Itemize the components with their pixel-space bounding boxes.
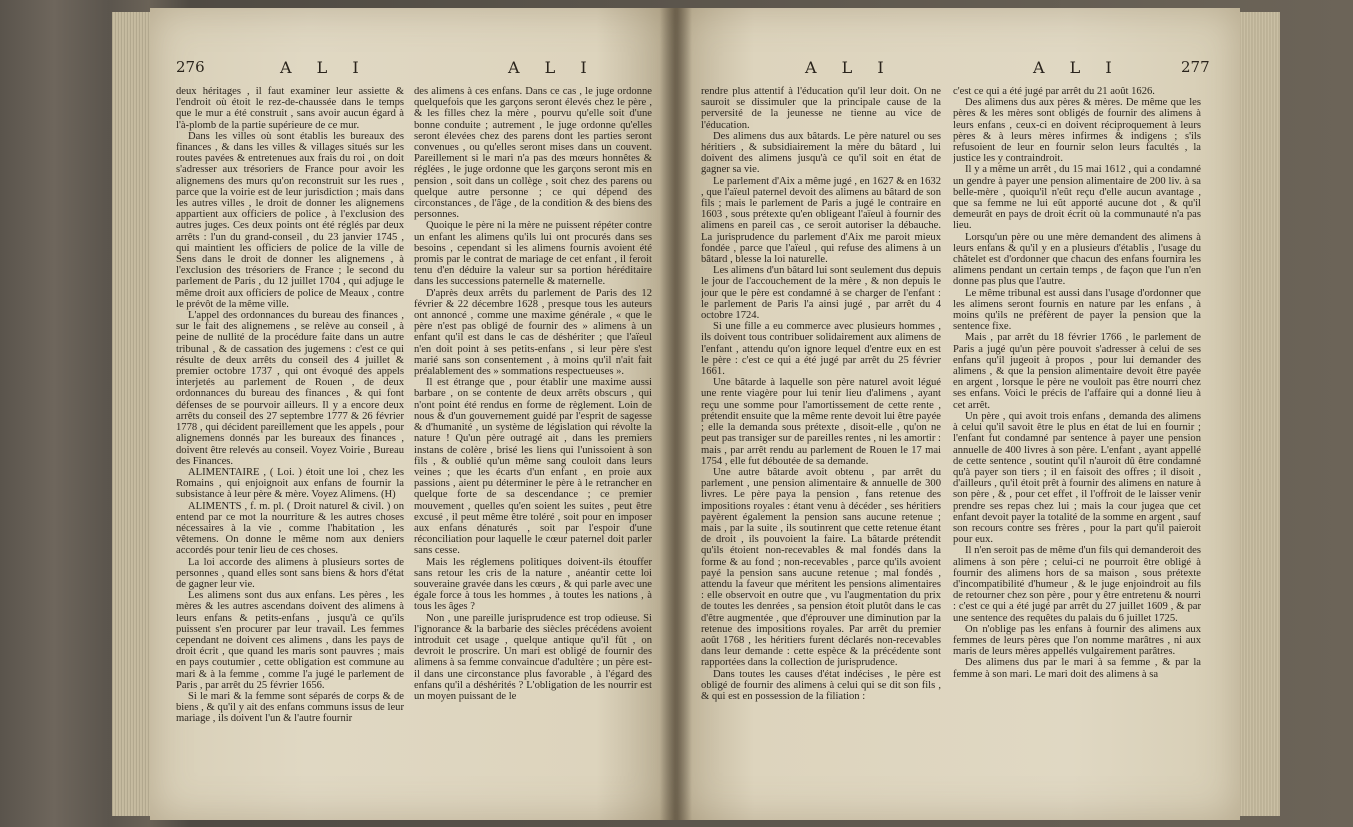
paragraph: Mais , par arrêt du 18 février 1766 , le parlement de Paris a jugé qu'un père pouvoit s'adresser à celui de ses enfans qu'il jugeoit à propos , pour lui demander des alimens , & que la pension alimentaire devoit être payée en argent , lorsque le père ne vouloit pas être nourri chez ses enfans. Voici le précis de l'affaire qui a donné lieu à cet arrêt. (953, 332, 1201, 411)
paragraph: Dans toutes les causes d'état indécises , le père est obligé de fournir des alimens à celui qui se dit son fils , & qui est en possession de la filiation : (701, 668, 941, 702)
right-page-column-2 (953, 86, 1201, 812)
paragraph: Les alimens sont dus aux enfans. Les pères , les mères & les autres ascendans doivent des alimens à leurs enfans & petits-enfans , jusqu'à ce qu'ils puissent s'en procurer par leur travail. Les femmes cependant ne doivent ces alimens , dans les pays de droit écrit , que quand les maris sont pauvres ; mais en pays coutumier , cette obligation est commune au mari & à la femme , comme l'a jugé le parlement de Paris , par arrêt du 25 février 1656. (176, 590, 404, 691)
right-page-number: 277 (1181, 58, 1210, 76)
left-page-column-2 (414, 86, 652, 812)
paragraph: des alimens à ces enfans. Dans ce cas , le juge ordonne quelquefois que les garçons seront élevés chez le père , & les filles chez la mère , pourvu qu'elle soit d'une bonne conduite ; autrement , le juge ordonne qu'elles seront élevées chez des parens dont les parties seront convenues , ou qu'elles seront mises dans un couvent. Pareillement si le mari n'a pas des mœurs honnêtes & réglées , le juge ordonne que les garçons seront mis en pension , soit dans un collège , soit chez des parens ou quelque autre personne ; ce qui dépend des circonstances , de l'âge , de la condition & des biens des personnes. (414, 86, 652, 221)
paragraph: Dans les villes où sont établis les bureaux des finances , & dans les villes & villages situés sur les routes pavées & entretenues aux frais du roi , on doit s'adresser aux trésoriers de France pour avoir les alignemens des murs qu'on reconstruit sur les rues , parce que la voirie est de leur jurisdiction ; mais dans les autres villes , le droit de donner les alignemens appartient aux officiers de police , à l'exclusion des autres juges. Ces deux points ont été réglés par deux arrêts : l'un du grand-conseil , du 23 janvier 1745 , qui maintient les officiers de police de la ville de Sens dans le droit de donner les alignemens , à l'exclusion des trésoriers de France ; le second du parlement de Paris , du 12 juillet 1704 , qui adjuge le même droit aux officiers de police de Meaux , contre le prévôt de la même ville. (176, 130, 404, 310)
paragraph: Si le mari & la femme sont séparés de corps & de biens , & qu'il y ait des enfans communs issus de leur mariage , ils doivent l'un & l'autre fournir (176, 690, 404, 725)
left-page-column-1 (176, 86, 404, 812)
paragraph: Une autre bâtarde avoit obtenu , par arrêt du parlement , une pension alimentaire & annuelle de 300 livres. Le père paya la pension , fans retenue des impositions royales : étant venu à décéder , ses héritiers payèrent également la pension sans aucune retenue ; mais , par la suite , ils soutinrent que cette retenue étant de droit , ils pouvoient la faire. La bâtarde prétendit qu'ils étoient non-recevables & mal fondés dans la forme & au fond ; non-recevables , parce qu'ils avoient payé la pension sans aucune retenue ; mal fondés , attendu la faveur que méritent les pensions alimentaires : elle observoit en outre que , vu l'augmentation du prix de toutes les denrées , sa pension étoit plutôt dans le cas d'être augmentée , que d'éprouver une diminution par la retenue des impositions royales. Par arrêt du premier août 1768 , les héritiers furent déclarés non-recevables dans leur demande : cette espèce & la précédente sont rapportées dans la collection de jurisprudence. (701, 466, 941, 669)
paragraph: Il n'en seroit pas de même d'un fils qui demanderoit des alimens à son père ; celui-ci ne pourroit être obligé à fournir des alimens hors de sa maison , sous prétexte d'incompatibilité d'humeur , & le juge enjoindroit au fils de retourner chez son père , pour y être entretenu & nourri : c'est ce qui a été jugé par arrêt du 27 juillet 1609 , & par une sentence des requêtes du palais du 6 juillet 1725. (953, 545, 1201, 624)
paragraph: deux héritages , il faut examiner leur assiette & l'endroit où étoit le rez-de-chaussée dans le temps que le mur a été construit , sans avoir aucun égard à l'à-plomb de la partie supérieure de ce mur. (176, 86, 404, 131)
left-page-header (150, 58, 675, 84)
paragraph: La loi accorde des alimens à plusieurs sortes de personnes , quand elles sont sans biens & hors d'état de gagner leur vie. (176, 556, 404, 590)
left-page-number: 276 (176, 58, 205, 76)
right-page-header (675, 58, 1240, 84)
paragraph: On n'oblige pas les enfans à fournir des alimens aux femmes de leurs pères que l'on nomme marâtres , ni aux maris de leurs mères appellés vulgairement parâtres. (953, 623, 1201, 658)
right-header-heading-2: A L I (1033, 58, 1122, 77)
left-page-edges (112, 12, 150, 816)
paragraph: ALIMENTS , f. m. pl. ( Droit naturel & civil. ) on entend par ce mot la nourriture & les autres choses nécessaires à la vie , comme l'habitation , les vêtemens. On donne le même nom aux deniers accordés pour tenir lieu de ces choses. (176, 500, 404, 557)
right-page-column-1 (701, 86, 941, 812)
left-page (150, 8, 675, 820)
paragraph: Une bâtarde à laquelle son père naturel avoit légué une rente viagère pour lui tenir lieu d'alimens , ayant reçu une somme pour l'amortissement de cette rente , prétendit ensuite que la même rente devoit lui être payée ; elle la demanda sous prétexte , disoit-elle , qu'on ne peut pas transiger sur de pareilles rentes , ni les amortir : mais , par arrêt rendu au parlement de Rouen le 17 mai 1754 , elle fut déboutée de sa demande. (701, 377, 941, 467)
paragraph: Non , une pareille jurisprudence est trop odieuse. Si l'ignorance & la barbarie des siècles précédens avoient introduit cet usage , quelque antique qu'il fût , on devroit le proscrire. Un mari est obligé de fournir des alimens à sa femme convaincue d'adultère ; un père est-il dans une circonstance plus favorable , à l'égard des enfans qu'il a déshérités ? L'obligation de les nourrir est un moyen puissant de le (414, 612, 652, 702)
paragraph: Il y a même un arrêt , du 15 mai 1612 , qui a condamné un gendre à payer une pension alimentaire de 200 liv. à sa belle-mère , quoiqu'il n'eût reçu d'elle aucun avantage , que sa femme ne lui eût apporté aucune dot , & qu'il demeurât en pays de droit écrit où la communauté n'a pas lieu. (953, 164, 1201, 232)
right-page-edges (1240, 12, 1280, 816)
paragraph: Le parlement d'Aix a même jugé , en 1627 & en 1632 , que l'aïeul paternel devoit des alimens au bâtard de son fils ; mais le parlement de Paris a jugé le contraire en 1603 , sous prétexte qu'en obligeant l'aïeul à fournir des alimens en pareil cas , ce seroit autoriser la débauche. La jurisprudence du parlement d'Aix me paroit mieux fondée , parce que l'aïeul , qui refuse des alimens à un bâtard , blesse la loi naturelle. (701, 175, 941, 266)
paragraph: ALIMENTAIRE , ( Loi. ) étoit une loi , chez les Romains , qui enjoignoit aux enfans de fournir la subsistance à leur père & mère. Voyez Alimens. (H) (176, 466, 404, 501)
paragraph: Les alimens d'un bâtard lui sont seulement dus depuis le jour de l'accouchement de la mère , & non depuis le jour que le père est condamné à se charger de l'enfant : le parlement de Paris l'a ainsi jugé , par arrêt du 4 octobre 1724. (701, 265, 941, 322)
right-header-heading-1: A L I (805, 58, 894, 77)
paragraph: Le même tribunal est aussi dans l'usage d'ordonner que les alimens seront fournis en nature par les enfans , à moins qu'ils ne préfèrent de payer la pension que la sentence fixe. (953, 287, 1201, 333)
right-page (675, 8, 1240, 820)
paragraph: D'après deux arrêts du parlement de Paris des 12 février & 22 décembre 1628 , presque tous les auteurs ont annoncé , comme une maxime générale , « que le père n'est pas obligé de fournir des » alimens à un enfant qu'il est dans le cas de déshériter ; que l'aïeul n'en doit point à ses petits-enfans , si leur père s'est marié sans son consentement , à moins qu'il n'ait fait préalablement des » sommations respectueuses ». (414, 287, 652, 378)
paragraph: Des alimens dus par le mari à sa femme , & par la femme à son mari. Le mari doit des alimens à sa (953, 657, 1201, 680)
paragraph: Un père , qui avoit trois enfans , demanda des alimens à celui qu'il savoit être le plus en état de lui en fournir ; l'enfant fut condamné par sentence à payer une pension annuelle de 400 livres à son père. L'enfant , ayant appellé de cette sentence , soutint qu'il n'auroit dû être condamné qu'à payer son tiers ; il en faisoit des offres ; il disoit , d'ailleurs , qu'il étoit prêt à fournir des alimens en nature à son père , & , pour cet effet , il l'offroit de le laisser venir prendre ses repas chez lui ; mais la cour jugea que cet enfant devoit payer la totalité de la somme en argent , sauf son recours contre ses frères , pour la part qu'il paieroit pour eux. (953, 410, 1201, 546)
left-header-heading-1: A L I (280, 58, 369, 77)
paragraph: Il est étrange que , pour établir une maxime aussi barbare , on se contente de deux arrêts obscurs , qui n'ont point été rendus en forme de règlement. Loin de nous & d'un gouvernement guidé par l'esprit de sagesse & d'humanité , un système de législation qui révolte la nature ! Qu'un père outragé ait , dans les premiers instans de colère , brisé les liens qui l'unissoient à son fils , & oublié qu'un même sang couloit dans leurs veines ; que les écarts d'un enfant , en proie aux passions , aient pu déterminer le père à le retrancher en quelque forte de sa descendance ; ce premier mouvement , quelles qu'en soient les suites , peut être excusé , il peut même être toléré , soit pour en imposer aux enfans dénaturés , soit par l'espoir d'une réconciliation pour laquelle le cœur paternel doit parler sans cesse. (414, 377, 652, 557)
paragraph: Quoique le père ni la mère ne puissent répéter contre un enfant les alimens qu'ils lui ont procurés dans ses besoins , cependant si les alimens fournis avoient été promis par le contrat de mariage de cet enfant , il feroit tenu d'en déduire la valeur sur sa portion héréditaire dans les successions paternelle & maternelle. (414, 220, 652, 288)
paragraph: L'appel des ordonnances du bureau des finances , sur le fait des alignemens , se relève au conseil , à peine de nullité de la procédure faite dans un autre tribunal , & de cassation des jugemens : c'est ce qui résulte de deux arrêts du conseil des 4 juillet & premier octobre 1737 , qui ont évoqué des appels interjetés au parlement de Rouen , de deux ordonnances du bureau des finances , & qui font défenses de se pourvoir ailleurs. Il y a encore deux arrêts du conseil des 27 septembre 1777 & 26 février 1778 , qui décident pareillement que les appels , pour alignemens donnés par les bureaux des finances , doivent être relevés au conseil. Voyez Voirie , Bureau des Finances. (176, 310, 404, 467)
paragraph: c'est ce qui a été jugé par arrêt du 21 août 1626. (953, 86, 1155, 97)
paragraph: Lorsqu'un père ou une mère demandent des alimens à leurs enfans & qu'il y en a plusieurs d'établis , l'usage du châtelet est d'ordonner que chacun des enfans fournira les alimens pendant un certain temps , de façon que l'un n'en donne pas plus que l'autre. (953, 231, 1201, 288)
left-header-heading-2: A L I (508, 58, 597, 77)
paragraph: Des alimens dus aux bâtards. Le père naturel ou ses héritiers , & subsidiairement la mère du bâtard , lui doivent des alimens jusqu'à ce qu'il soit en état de gagner sa vie. (701, 130, 941, 176)
paragraph: Si une fille a eu commerce avec plusieurs hommes , ils doivent tous contribuer solidairement aux alimens de l'enfant , attendu qu'on ignore lequel d'entre eux en est le père : c'est ce qui a été jugé par arrêt du 25 février 1661. (701, 321, 941, 378)
paragraph: rendre plus attentif à l'éducation qu'il leur doit. On ne sauroit se dissimuler que la principale cause de la perversité de la jeunesse ne tienne au vice de l'éducation. (701, 86, 941, 131)
paragraph: Mais les réglemens politiques doivent-ils étouffer sans retour les cris de la nature , anéantir cette loi souveraine gravée dans les cœurs , & qui parle avec une égale force à tous les hommes , à toutes les nations , à tous les âges ? (414, 556, 652, 613)
paragraph: Des alimens dus aux pères & mères. De même que les pères & les mères sont obligés de fournir des alimens à leurs enfans , ceux-ci en doivent réciproquement à leurs pères & à leurs mères infirmes & indigens ; s'ils refusoient de leur en fournir selon leurs facultés , la justice les y contraindroit. (953, 97, 1201, 165)
